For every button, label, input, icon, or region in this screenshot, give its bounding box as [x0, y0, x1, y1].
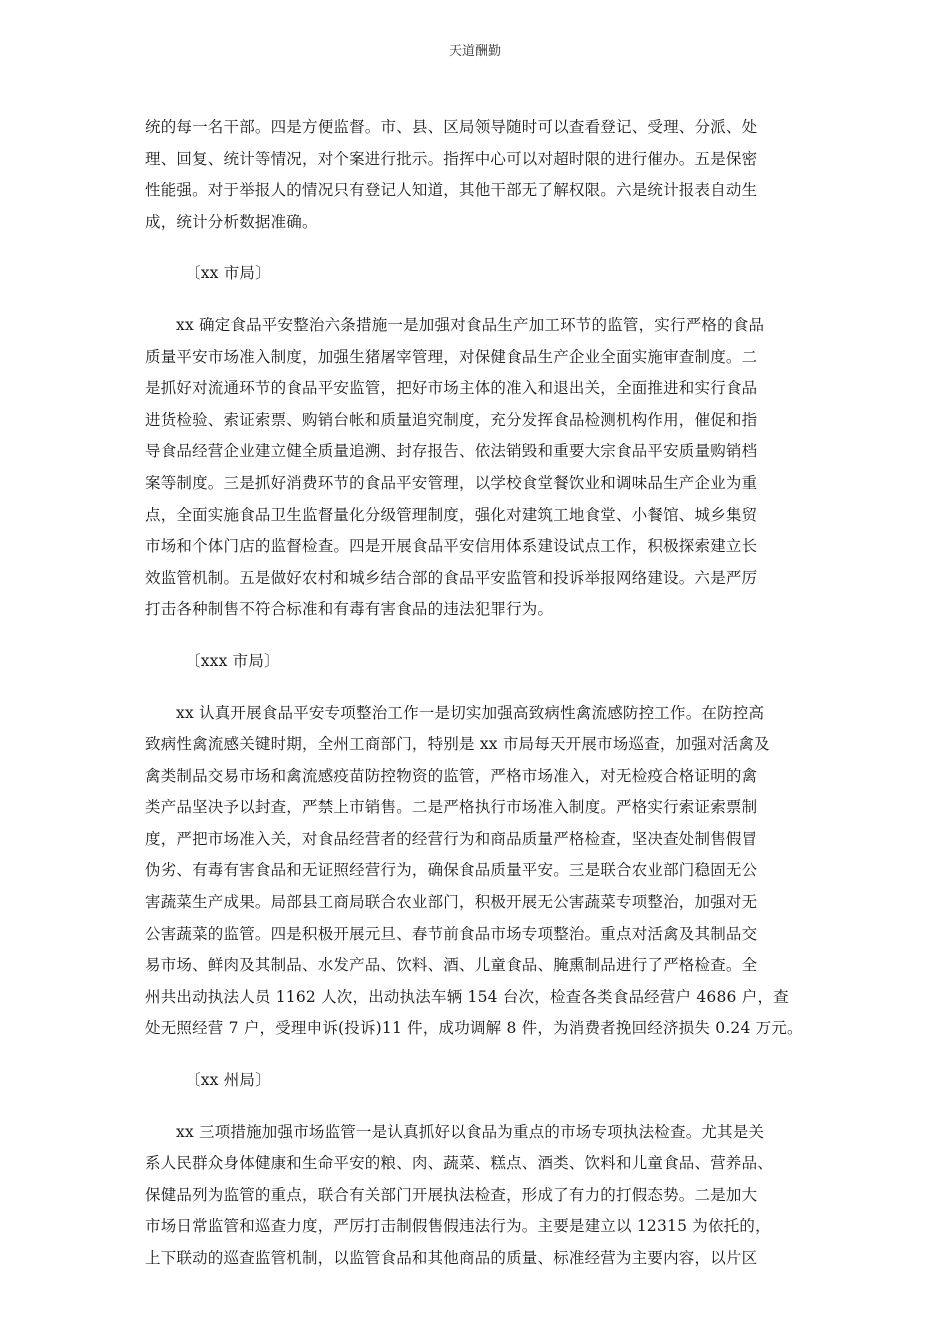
text-line: 打击各种制售不符合标准和有毒有害食品的违法犯罪行为。	[145, 600, 554, 619]
text-line: 上下联动的巡查监管机制，以监管食品和其他商品的质量、标准经营为主要内容，以片区	[145, 1249, 758, 1267]
paragraph	[145, 310, 805, 626]
text-line: 度，严把市场准入关，对食品经营者的经营行为和商品质量严格检查，坚决查处制售假冒	[145, 829, 758, 848]
paragraph	[145, 1117, 805, 1275]
text-line: 保健品列为监管的重点，联合有关部门开展执法检查，形成了有力的打假态势。二是加大	[145, 1185, 758, 1204]
text-line: 导食品经营企业建立健全质量追溯、封存报告、依法销毁和重要大宗食品平安质量购销档	[145, 442, 758, 461]
text-line: 伪劣、有毒有害食品和无证照经营行为，确保食品质量平安。三是联合农业部门稳固无公	[145, 861, 758, 880]
document-body	[145, 112, 805, 1275]
text-line: xx 确定食品平安整治六条措施一是加强对食品生产加工环节的监管，实行严格的食品	[176, 315, 765, 334]
text-line: 禽类制品交易市场和禽流感疫苗防控物资的监管，严格市场准入，对无检疫合格证明的禽	[145, 766, 758, 785]
text-line: 易市场、鲜肉及其制品、水发产品、饮料、酒、儿童食品、腌熏制品进行了严格检查。全	[145, 956, 758, 975]
text-line: 害蔬菜生产成果。局部县工商局联合农业部门，积极开展无公害蔬菜专项整治，加强对无	[145, 893, 758, 912]
text-line: 质量平安市场准入制度，加强生猪屠宰管理，对保健食品生产企业全面实施审查制度。二	[145, 347, 758, 366]
text-line: 理、回复、统计等情况，对个案进行批示。指挥中心可以对超时限的进行催办。五是保密	[145, 149, 758, 168]
text-line: 公害蔬菜的监管。四是积极开展元旦、春节前食品市场专项整治。重点对活禽及其制品交	[145, 924, 758, 943]
source-label: 〔xx 市局〕	[185, 264, 271, 283]
text-line: 效监管机制。五是做好农村和城乡结合部的食品平安监管和投诉举报网络建设。六是严厉	[145, 568, 758, 587]
text-line: 进货检验、索证索票、购销台帐和质量追究制度，充分发挥食品检测机构作用，催促和指	[145, 410, 758, 429]
text-line: 市场日常监管和巡查力度，严厉打击制假售假违法行为。主要是建立以 12315 为依托的，	[145, 1217, 771, 1236]
source-label: 〔xx 州局〕	[185, 1071, 271, 1090]
text-line: 处无照经营 7 户，受理申诉(投诉)11 件，成功调解 8 件，为消费者挽回经济损失 0.24 万元。	[145, 1019, 803, 1038]
text-line: 案等制度。三是抓好消费环节的食品平安管理，以学校食堂餐饮业和调味品生产企业为重	[145, 473, 758, 492]
text-line: 州共出动执法人员 1162 人次，出动执法车辆 154 台次，检查各类食品经营户 4686 户，查	[145, 987, 789, 1006]
page-header: 天道酬勤	[448, 44, 501, 59]
text-line: 类产品坚决予以封查，严禁上市销售。二是严格执行市场准入制度。严格实行索证索票制	[145, 798, 758, 817]
text-line: xx 三项措施加强市场监管一是认真抓好以食品为重点的市场专项执法检查。尤其是关	[176, 1122, 765, 1141]
text-line: 系人民群众身体健康和生命平安的粮、肉、蔬菜、糕点、酒类、饮料和儿童食品、营养品、	[145, 1154, 774, 1173]
text-line: 是抓好对流通环节的食品平安监管，把好市场主体的准入和退出关，全面推进和实行食品	[145, 379, 758, 398]
text-line: 性能强。对于举报人的情况只有登记人知道，其他干部无了解权限。六是统计报表自动生	[145, 181, 758, 200]
text-line: 致病性禽流感关键时期，全州工商部门，特别是 xx 市局每天开展市场巡查，加强对活禽及	[145, 735, 770, 754]
text-line: xx 认真开展食品平安专项整治工作一是切实加强高致病性禽流感防控工作。在防控高	[176, 703, 765, 722]
paragraph	[145, 698, 805, 1046]
text-line: 统的每一名干部。四是方便监督。市、县、区局领导随时可以查看登记、受理、分派、处	[145, 118, 758, 136]
source-label: 〔xxx 市局〕	[185, 651, 280, 670]
text-line: 点，全面实施食品卫生监督量化分级管理制度，强化对建筑工地食堂、小餐馆、城乡集贸	[145, 505, 758, 524]
text-line: 市场和个体门店的监督检查。四是开展食品平安信用体系建设试点工作，积极探索建立长	[145, 537, 758, 556]
paragraph-continuation	[145, 112, 805, 238]
text-line: 成，统计分析数据准确。	[145, 212, 318, 231]
